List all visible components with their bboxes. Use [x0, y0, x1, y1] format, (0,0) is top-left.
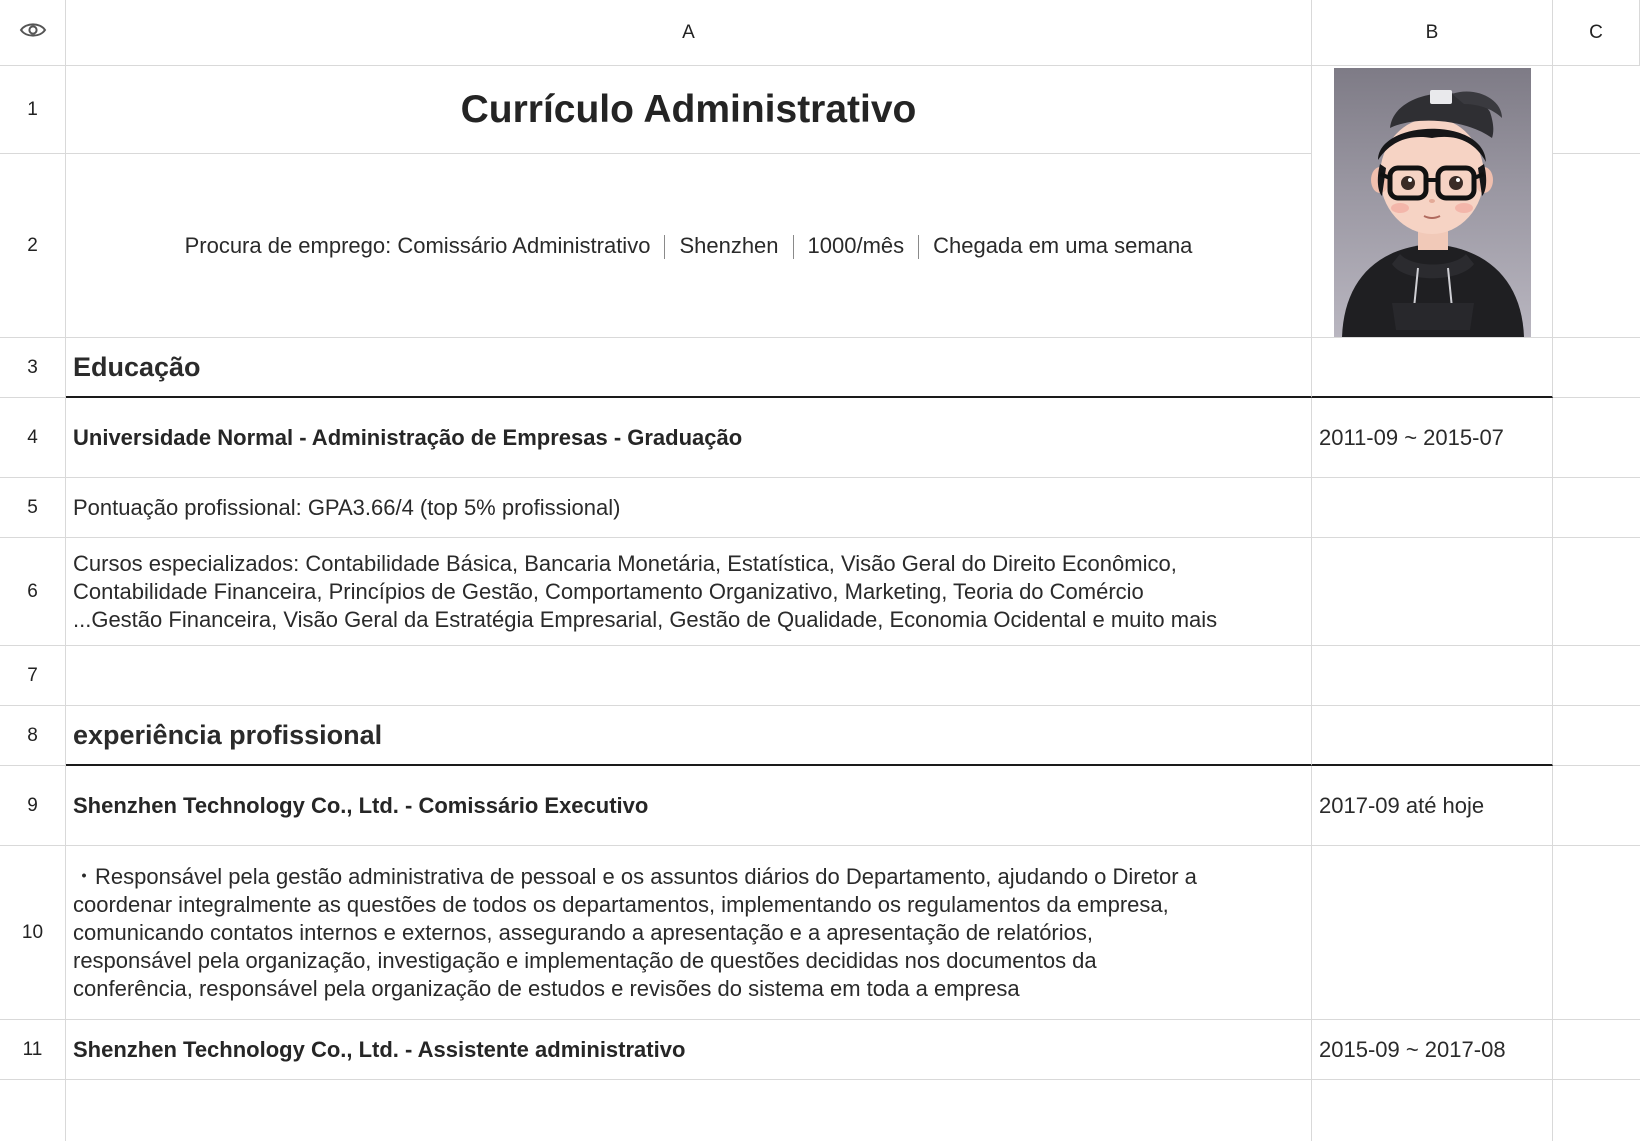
- column-header-a[interactable]: [66, 0, 1312, 66]
- column-header-label: B: [1425, 21, 1439, 43]
- education-heading: Educação: [73, 352, 201, 382]
- row-header-label: 8: [27, 724, 38, 746]
- courses-line: Cursos especializados: Contabilidade Básica, Bancaria Monetária, Estatística, Visão Geral do Direito Econômico,: [73, 550, 1177, 576]
- cell-a9[interactable]: [66, 766, 1312, 846]
- job2-title: Shenzhen Technology Co., Ltd. - Assistente administrativo: [73, 1036, 686, 1062]
- row-header-label: 3: [27, 356, 38, 378]
- cell-c11[interactable]: [1553, 1020, 1640, 1080]
- row-header-label: 2: [27, 234, 38, 256]
- objective-line: [185, 232, 1193, 260]
- courses-line: Contabilidade Financeira, Princípios de Gestão, Comportamento Organizativo, Marketing, Teoria do Comércio: [73, 578, 1144, 604]
- job1-period: 2017-09 até hoje: [1319, 792, 1485, 818]
- objective-position: Procura de emprego: Comissário Administrativo: [184, 232, 651, 258]
- row-header-8[interactable]: [0, 706, 66, 766]
- description-line: responsável pela organização, investigação e implementação de questões decididas nos documentos da: [73, 947, 1097, 973]
- row-header-label: 4: [27, 426, 38, 448]
- objective-city: Shenzhen: [679, 232, 779, 258]
- column-header-c[interactable]: [1553, 0, 1640, 66]
- row-header-label: 11: [22, 1038, 43, 1060]
- row-header-5[interactable]: [0, 478, 66, 538]
- description-line: comunicando contatos internos e externos, assegurando a apresentação e a apresentação de relatórios,: [73, 919, 1093, 945]
- education-courses: [73, 550, 1217, 634]
- cell-a8[interactable]: [66, 706, 1312, 766]
- resume-title: Currículo Administrativo: [460, 87, 917, 131]
- cell-c6[interactable]: [1553, 538, 1640, 646]
- education-period: 2011-09 ~ 2015-07: [1319, 424, 1504, 450]
- cell-c3[interactable]: [1553, 338, 1640, 398]
- cell-c4[interactable]: [1553, 398, 1640, 478]
- row-header-10[interactable]: [0, 846, 66, 1020]
- cell-b11[interactable]: [1312, 1020, 1553, 1080]
- description-line: coordenar integralmente as questões de todos os departamentos, implementando os regulamentos da empresa,: [73, 891, 1169, 917]
- row-header-6[interactable]: [0, 538, 66, 646]
- separator: [664, 235, 665, 259]
- cell-b6[interactable]: [1312, 538, 1553, 646]
- cell-c5[interactable]: [1553, 478, 1640, 538]
- row-header-label: 1: [27, 98, 38, 120]
- row-header-12[interactable]: [0, 1080, 66, 1141]
- job1-title: Shenzhen Technology Co., Ltd. - Comissário Executivo: [73, 792, 649, 818]
- description-line: conferência, responsável pela organização de estudos e revisões do sistema em toda a empresa: [73, 975, 1020, 1001]
- cell-c1[interactable]: [1553, 66, 1640, 154]
- education-school: Universidade Normal - Administração de Empresas - Graduação: [73, 424, 743, 450]
- row-header-label: 7: [27, 664, 38, 686]
- row-header-11[interactable]: [0, 1020, 66, 1080]
- cell-b9[interactable]: [1312, 766, 1553, 846]
- job1-description: [73, 863, 1197, 1003]
- row-header-7[interactable]: [0, 646, 66, 706]
- cell-b4[interactable]: [1312, 398, 1553, 478]
- cell-a12[interactable]: [66, 1080, 1312, 1141]
- cell-b12[interactable]: [1312, 1080, 1553, 1141]
- separator: [918, 235, 919, 259]
- row-header-2[interactable]: [0, 154, 66, 338]
- cell-a5[interactable]: [66, 478, 1312, 538]
- cell-b10[interactable]: [1312, 846, 1553, 1020]
- objective-salary: 1000/mês: [807, 232, 905, 258]
- column-header-label: C: [1589, 21, 1603, 43]
- cell-a7[interactable]: [66, 646, 1312, 706]
- cell-a2[interactable]: [66, 154, 1312, 338]
- cell-b3[interactable]: [1312, 338, 1553, 398]
- cell-c7[interactable]: [1553, 646, 1640, 706]
- cell-c12[interactable]: [1553, 1080, 1640, 1141]
- experience-heading: experiência profissional: [73, 720, 383, 750]
- cell-a1[interactable]: [66, 66, 1312, 154]
- job2-period: 2015-09 ~ 2017-08: [1319, 1036, 1506, 1062]
- cell-c8[interactable]: [1553, 706, 1640, 766]
- cell-b7[interactable]: [1312, 646, 1553, 706]
- cell-a10[interactable]: [66, 846, 1312, 1020]
- row-header-3[interactable]: [0, 338, 66, 398]
- cell-c10[interactable]: [1553, 846, 1640, 1020]
- row-header-4[interactable]: [0, 398, 66, 478]
- cell-a11[interactable]: [66, 1020, 1312, 1080]
- avatar-photo[interactable]: [1334, 68, 1531, 337]
- cell-a4[interactable]: [66, 398, 1312, 478]
- row-header-1[interactable]: [0, 66, 66, 154]
- row-header-label: 10: [21, 921, 44, 943]
- cell-c9[interactable]: [1553, 766, 1640, 846]
- row-header-label: 5: [27, 496, 38, 518]
- description-line: ・Responsável pela gestão administrativa de pessoal e os assuntos diários do Departamento, ajudando o Diretor a: [73, 863, 1197, 889]
- select-all-corner[interactable]: [0, 0, 66, 66]
- cell-a3[interactable]: [66, 338, 1312, 398]
- row-header-label: 6: [27, 580, 38, 602]
- courses-line: ...Gestão Financeira, Visão Geral da Estratégia Empresarial, Gestão de Qualidade, Economia Ocidental e muito mais: [73, 606, 1218, 632]
- education-gpa: Pontuação profissional: GPA3.66/4 (top 5% profissional): [73, 494, 621, 520]
- cell-c2[interactable]: [1553, 154, 1640, 338]
- column-header-b[interactable]: [1312, 0, 1553, 66]
- row-header-9[interactable]: [0, 766, 66, 846]
- row-header-label: 9: [27, 794, 38, 816]
- objective-availability: Chegada em uma semana: [933, 232, 1193, 258]
- cell-b8[interactable]: [1312, 706, 1553, 766]
- eye-icon[interactable]: [19, 21, 47, 44]
- cell-a6[interactable]: [66, 538, 1312, 646]
- cell-b5[interactable]: [1312, 478, 1553, 538]
- separator: [793, 235, 794, 259]
- column-header-label: A: [682, 21, 695, 43]
